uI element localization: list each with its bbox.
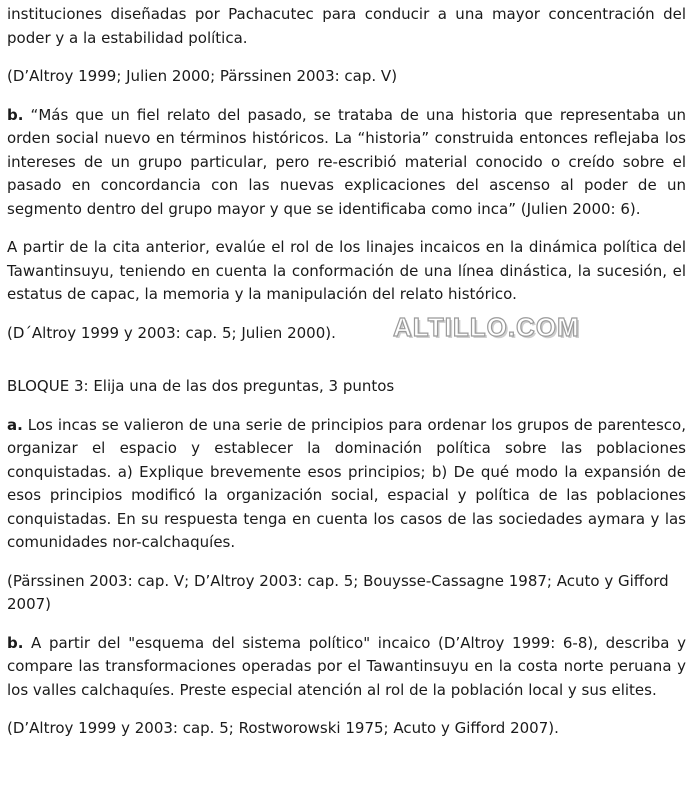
question-2b-label: b. xyxy=(7,105,24,124)
altillo-watermark: ALTILLO.COM xyxy=(393,312,580,342)
question-3a-text: Los incas se valieron de una serie de principios para ordenar los grupos de parentesco, organizar el espacio y establecer la dominación política sobre las poblaciones conquistadas. a) Explique brevemente esos principios; b) De qué modo la expansión de esos principios modificó la organización social, espacial y política de las poblaciones conquistadas. En su respuesta tenga en cuenta los casos de las sociedades aymara y las comunidades nor-calchaquíes. xyxy=(7,415,686,551)
citation-block-2b: (D´Altroy 1999 y 2003: cap. 5; Julien 2000). xyxy=(7,323,336,342)
intro-paragraph-tail: instituciones diseñadas por Pachacutec para conducir a una mayor concentración del poder y a la estabilidad política. xyxy=(7,5,686,47)
question-3b xyxy=(7,632,686,703)
question-2b-prompt: A partir de la cita anterior, evalúe el rol de los linajes incaicos en la dinámica política del Tawantinsuyu, teniendo en cuenta la conformación de una línea dinástica, la sucesión, el estatus de capac, la memoria y la manipulación del relato histórico. xyxy=(7,238,686,303)
question-3a-label: a. xyxy=(7,415,23,434)
citation-block-2a: (D’Altroy 1999; Julien 2000; Pärssinen 2003: cap. V) xyxy=(7,67,398,85)
citation-block-3b: (D’Altroy 1999 y 2003: cap. 5; Rostworowski 1975; Acuto y Gifford 2007). xyxy=(7,719,559,737)
document-page xyxy=(7,3,686,741)
question-2b-quote-text: “Más que un fiel relato del pasado, se trataba de una historia que representaba un orden social nuevo en términos históricos. La “historia” construida entonces reflejaba los intereses de un grupo particular, pero re-escribió material conocido o creído sobre el pasado en concordancia con las nuevas explicaciones del ascenso al poder de un segmento dentro del grupo mayor y que se identificaba como inca” (Julien 2000: 6). xyxy=(7,105,686,218)
citation-block-3a: (Pärssinen 2003: cap. V; D’Altroy 2003: cap. 5; Bouysse-Cassagne 1987; Acuto y Gifford 2007) xyxy=(7,571,669,613)
question-3a xyxy=(7,414,686,555)
question-2b-quote xyxy=(7,104,686,222)
block-3-heading: BLOQUE 3: Elija una de las dos preguntas, 3 puntos xyxy=(7,377,395,395)
question-3b-text: A partir del "esquema del sistema político" incaico (D’Altroy 1999: 6-8), describa y compare las transformaciones operadas por el Tawantinsuyu en la costa norte peruana y los valles calchaquíes. Preste especial atención al rol de la población local y sus elites. xyxy=(7,633,686,699)
question-3b-label: b. xyxy=(7,633,24,652)
